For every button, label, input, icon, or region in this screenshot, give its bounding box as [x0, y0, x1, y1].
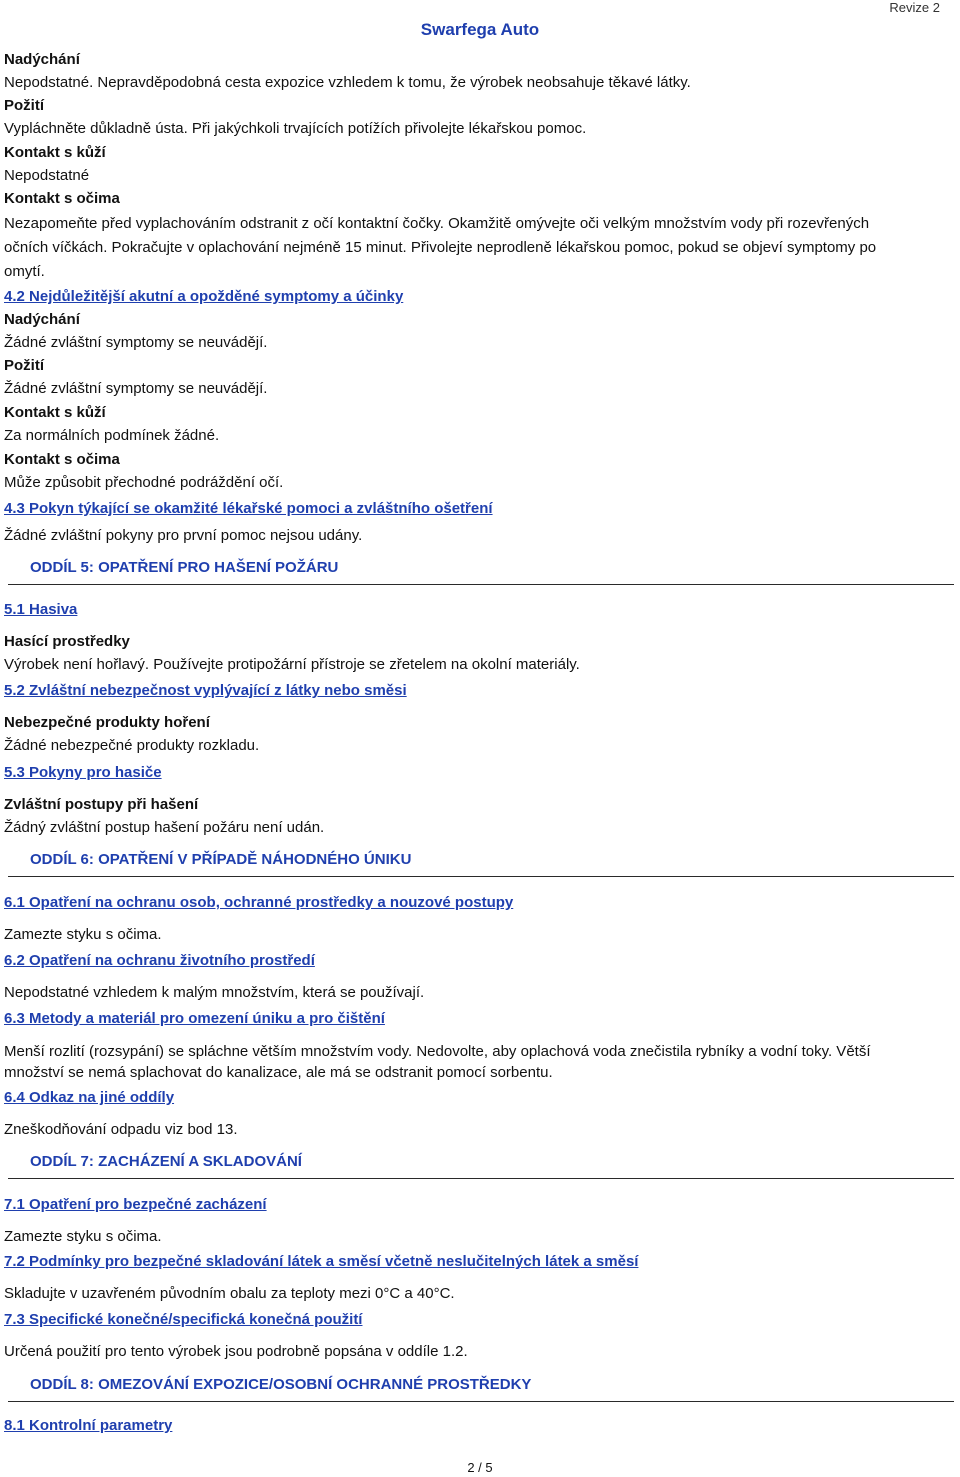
subsection-6-1-heading: 6.1 Opatření na ochranu osob, ochranné prostředky a nouzové postupy: [4, 894, 514, 911]
extinguishing-media-label: Hasící prostředky: [4, 633, 130, 650]
extinguishing-media-text: Výrobek není hořlavý. Používejte protipožární přístroje se zřetelem na okolní materiály.: [4, 656, 580, 673]
inhalation-label: Nadýchání: [4, 51, 80, 68]
page-number: 2 / 5: [467, 1460, 493, 1475]
s4-2-inhalation-text: Žádné zvláštní symptomy se neuvádějí.: [4, 334, 268, 351]
ingestion-text: Vypláchněte důkladně ústa. Při jakýchkoli trvajících potížích přivolejte lékařskou pomoc.: [4, 120, 587, 137]
subsection-6-3-heading: 6.3 Metody a materiál pro omezení úniku a pro čištění: [4, 1010, 385, 1027]
inhalation-text: Nepodstatné. Nepravděpodobná cesta expozice vzhledem k tomu, že výrobek neobsahuje těkavé látky.: [4, 74, 691, 91]
s4-2-skin-text: Za normálních podmínek žádné.: [4, 427, 220, 444]
subsection-7-1-heading: 7.1 Opatření pro bezpečné zacházení: [4, 1196, 267, 1213]
section-6-title: ODDÍL 6: OPATŘENÍ V PŘÍPADĚ NÁHODNÉHO ÚNIKU: [30, 851, 412, 868]
subsection-5-2-heading: 5.2 Zvláštní nebezpečnost vyplývající z látky nebo směsi: [4, 682, 407, 699]
section-7-title: ODDÍL 7: ZACHÁZENÍ A SKLADOVÁNÍ: [30, 1153, 302, 1170]
s4-2-eye-label: Kontakt s očima: [4, 451, 120, 468]
s4-2-inhalation-label: Nadýchání: [4, 311, 80, 328]
subsection-6-4-heading: 6.4 Odkaz na jiné oddíly: [4, 1089, 175, 1106]
subsection-6-2-heading: 6.2 Opatření na ochranu životního prostředí: [4, 952, 315, 969]
s4-2-skin-label: Kontakt s kůží: [4, 404, 106, 421]
skin-contact-text: Nepodstatné: [4, 167, 90, 184]
combustion-products-label: Nebezpečné produkty hoření: [4, 714, 210, 731]
section-8-title: ODDÍL 8: OMEZOVÁNÍ EXPOZICE/OSOBNÍ OCHRANNÉ PROSTŘEDKY: [30, 1376, 532, 1393]
s7-1-text: Zamezte styku s očima.: [4, 1228, 162, 1245]
firefighting-procedures-text: Žádný zvláštní postup hašení požáru není udán.: [4, 819, 325, 836]
section-5-header: [8, 556, 954, 585]
combustion-products-text: Žádné nebezpečné produkty rozkladu.: [4, 737, 260, 754]
s6-1-text: Zamezte styku s očima.: [4, 926, 162, 943]
firefighting-procedures-label: Zvláštní postupy při hašení: [4, 796, 199, 813]
subsection-7-2-heading: 7.2 Podmínky pro bezpečné skladování látek a směsí včetně neslučitelných látek a směsí: [4, 1253, 639, 1270]
skin-contact-label: Kontakt s kůží: [4, 144, 106, 161]
s6-4-text: Zneškodňování odpadu viz bod 13.: [4, 1121, 238, 1138]
eye-contact-label: Kontakt s očima: [4, 190, 120, 207]
section-8-header: [8, 1373, 954, 1402]
s7-3-text: Určená použití pro tento výrobek jsou podrobně popsána v oddíle 1.2.: [4, 1343, 468, 1360]
s7-2-text: Skladujte v uzavřeném původním obalu za teploty mezi 0°C a 40°C.: [4, 1285, 455, 1302]
revision-label: Revize 2: [889, 0, 940, 15]
s4-2-ingestion-text: Žádné zvláštní symptomy se neuvádějí.: [4, 380, 268, 397]
s4-2-eye-text: Může způsobit přechodné podráždění očí.: [4, 474, 284, 491]
eye-contact-text: Nezapomeňte před vyplachováním odstranit z očí kontaktní čočky. Okamžitě omývejte oči velkým množstvím vody při rozevřených očních víčkách. Pokračujte v oplachování nejméně 15 minut. Přivolejte neprodleně lékařskou pomoc, pokud se objeví symptomy po omytí.: [4, 215, 877, 280]
ingestion-label: Požití: [4, 97, 44, 114]
subsection-5-1-heading: 5.1 Hasiva: [4, 601, 78, 618]
s4-2-ingestion-label: Požití: [4, 357, 44, 374]
section-6-header: [8, 848, 954, 877]
section-7-header: [8, 1150, 954, 1179]
s6-2-text: Nepodstatné vzhledem k malým množstvím, která se používají.: [4, 984, 425, 1001]
subsection-7-3-heading: 7.3 Specifické konečné/specifická konečná použití: [4, 1311, 363, 1328]
document-title: Swarfega Auto: [420, 20, 540, 39]
subsection-8-1-heading: 8.1 Kontrolní parametry: [4, 1417, 173, 1434]
s6-3-text: Menší rozlití (rozsypání) se spláchne větším množstvím vody. Nedovolte, aby oplachová voda znečistila rybníky a vodní toky. Větší množství se nemá splachovat do kanalizace, ale má se odstranit pomocí sorbentu.: [4, 1043, 871, 1081]
s4-3-text: Žádné zvláštní pokyny pro první pomoc nejsou udány.: [4, 527, 363, 544]
subsection-5-3-heading: 5.3 Pokyny pro hasiče: [4, 764, 162, 781]
subsection-4-2-heading: 4.2 Nejdůležitější akutní a opožděné symptomy a účinky: [4, 288, 404, 305]
section-5-title: ODDÍL 5: OPATŘENÍ PRO HAŠENÍ POŽÁRU: [30, 559, 339, 576]
subsection-4-3-heading: 4.3 Pokyn týkající se okamžité lékařské pomoci a zvláštního ošetření: [4, 500, 493, 517]
